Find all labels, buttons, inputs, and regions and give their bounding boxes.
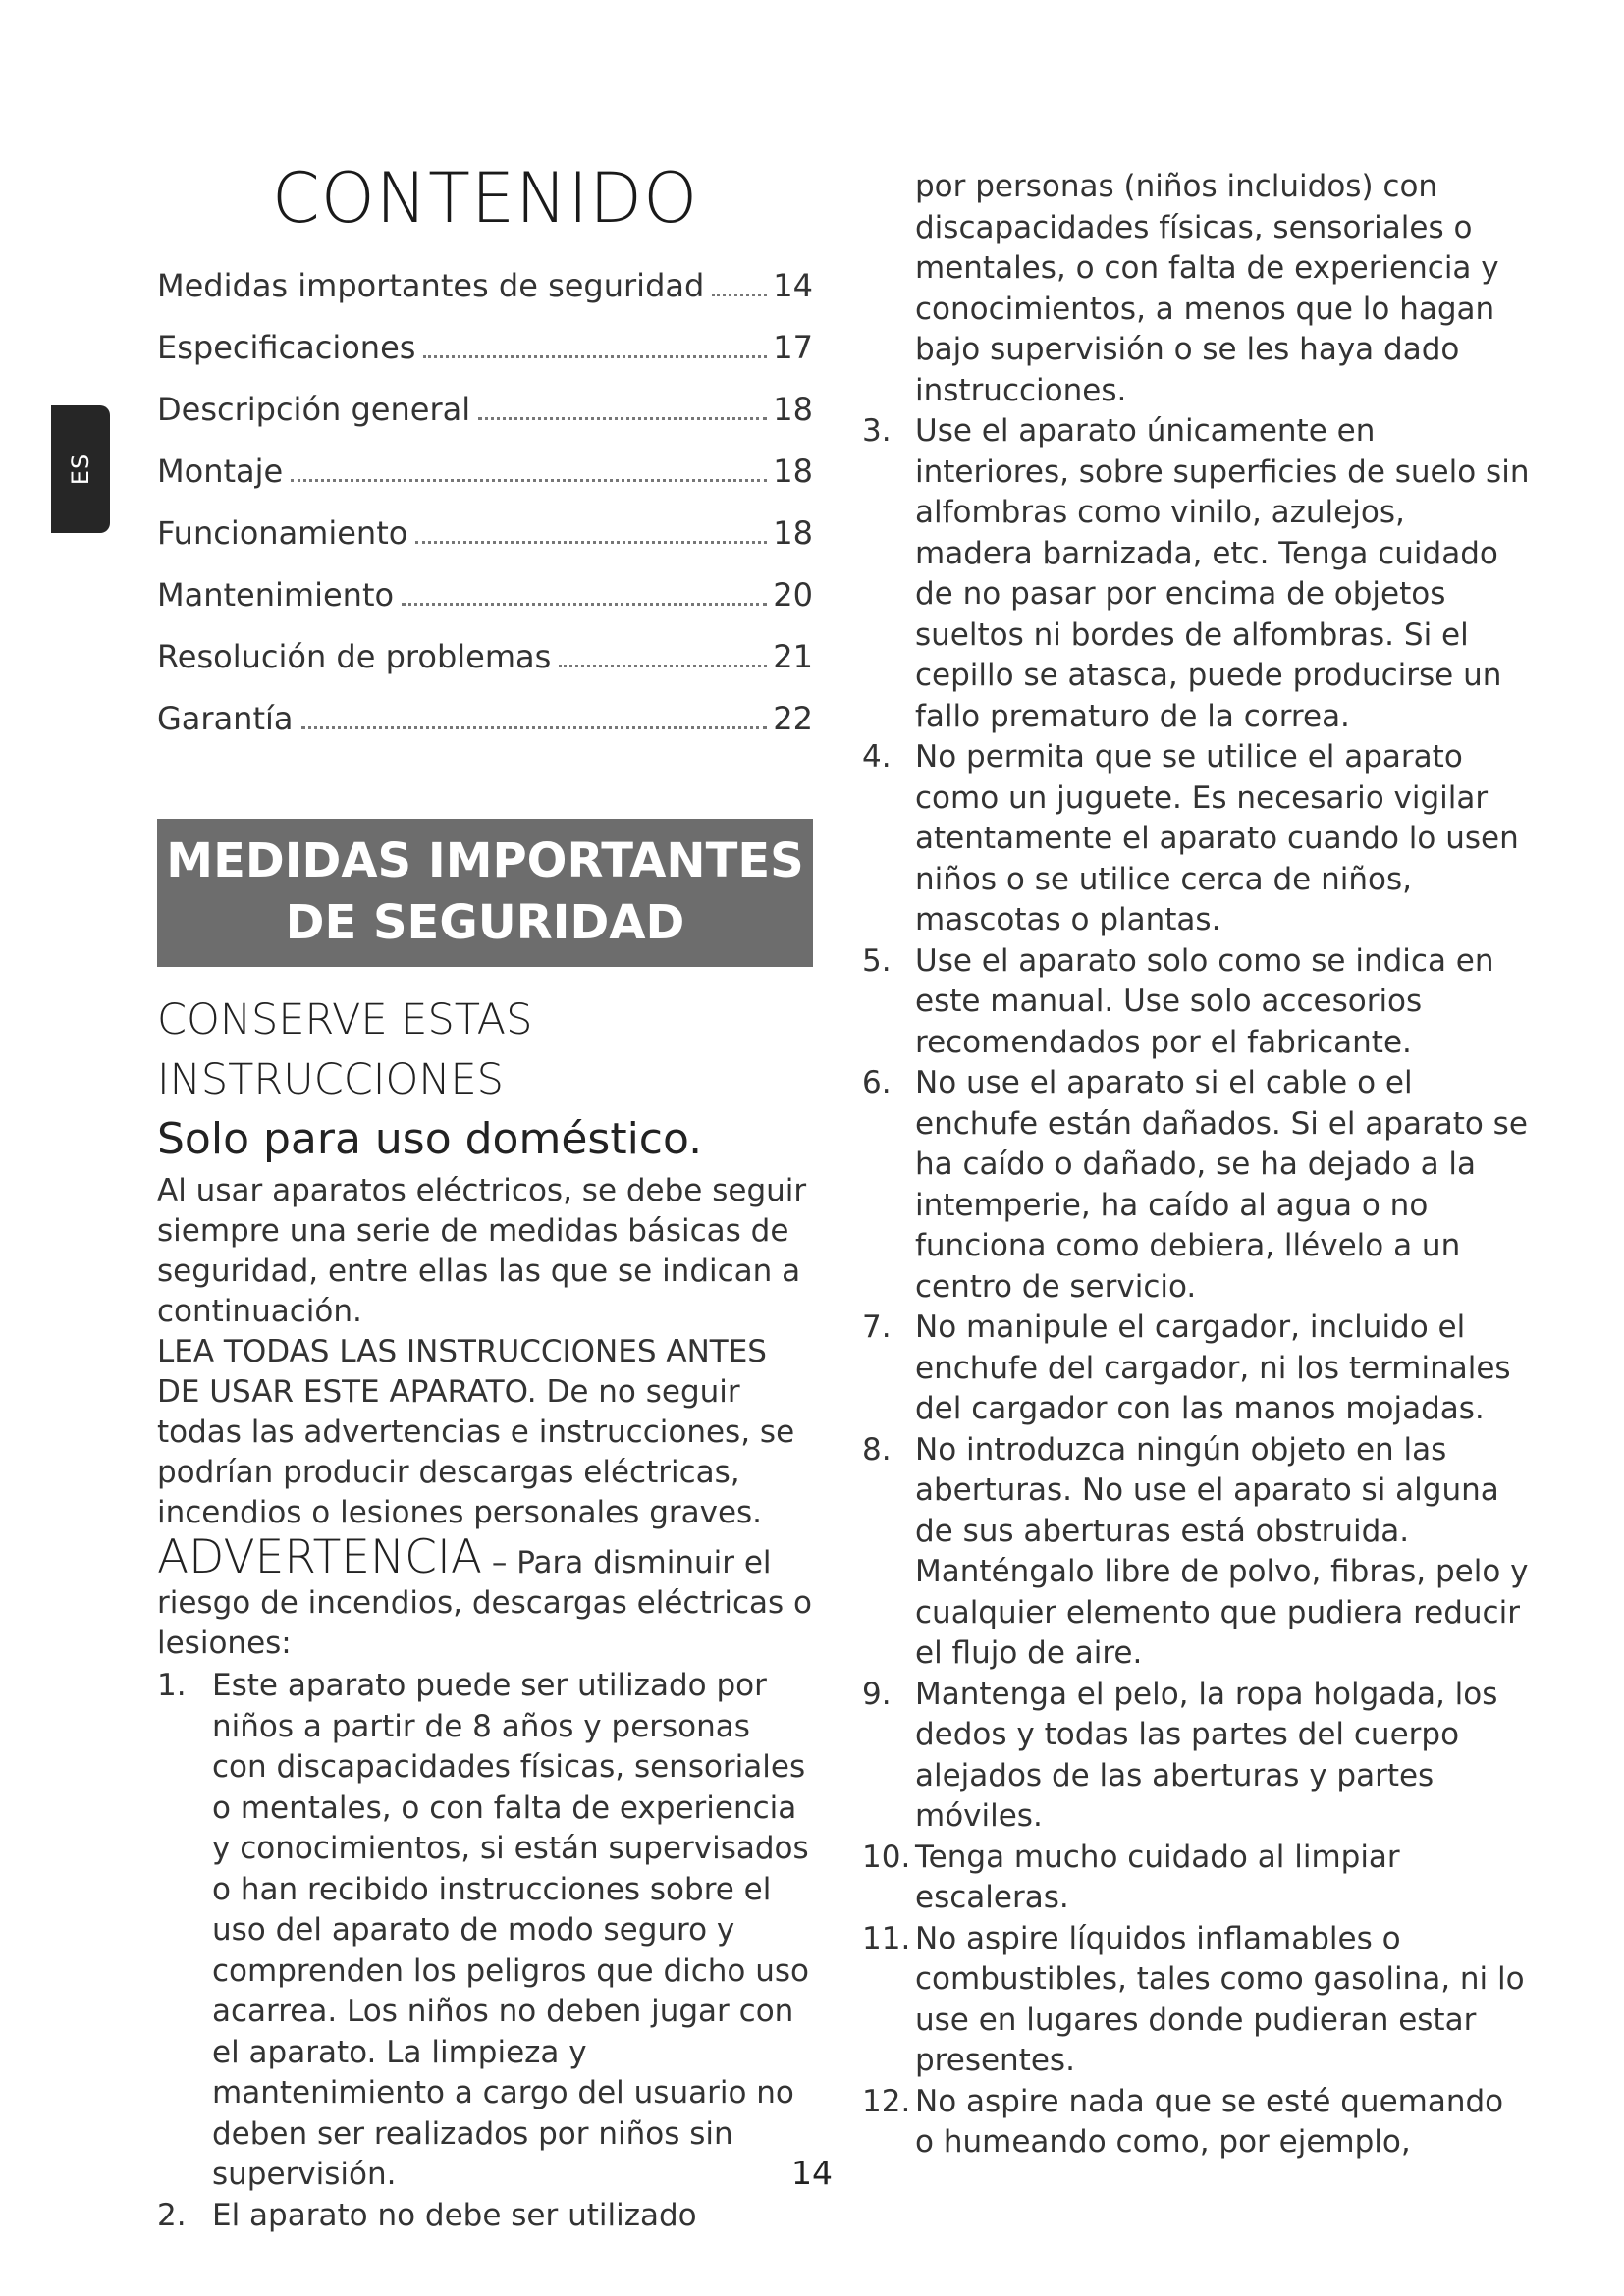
item-text: No aspire líquidos inflamables o combustibles, tales como gasolina, ni lo use en lugares donde pudieran estar presentes. bbox=[915, 1920, 1525, 2078]
toc-label: Montaje bbox=[157, 453, 284, 490]
safety-item-11 bbox=[862, 1919, 1530, 2082]
safety-item-4 bbox=[862, 737, 1530, 941]
item-number: 12. bbox=[862, 2083, 911, 2119]
item-text: El aparato no debe ser utilizado bbox=[212, 2197, 697, 2233]
safety-banner-line2: DE SEGURIDAD bbox=[285, 895, 685, 950]
item-text: No manipule el cargador, incluido el enchufe del cargador, ni los terminales del cargador con las manos mojadas. bbox=[915, 1309, 1511, 1426]
item-number: 1. bbox=[157, 1668, 187, 1703]
toc-leader-dots bbox=[291, 479, 767, 482]
item-number: 5. bbox=[862, 942, 892, 979]
right-column bbox=[862, 167, 1530, 2163]
toc-label: Medidas importantes de seguridad bbox=[157, 267, 705, 304]
item-text: No use el aparato si el cable o el enchufe están dañados. Si el aparato se ha caído o dañado, se ha dejado a la intemperie, ha caído al agua o no funciona como debiera, llévelo a un centro de servicio. bbox=[915, 1065, 1528, 1305]
toc-page: 14 bbox=[773, 267, 813, 304]
safety-banner bbox=[157, 819, 813, 967]
save-instructions-line2: INSTRUCCIONES bbox=[157, 1055, 504, 1104]
intro-paragraph: Al usar aparatos eléctricos, se debe seguir siempre una serie de medidas básicas de seguridad, entre ellas las que se indican a continuación. bbox=[157, 1173, 807, 1329]
save-instructions-line1: CONSERVE ESTAS bbox=[157, 995, 533, 1044]
toc-item-overview bbox=[157, 379, 813, 441]
toc-leader-dots bbox=[301, 726, 768, 729]
safety-item-7 bbox=[862, 1308, 1530, 1430]
toc-page: 17 bbox=[773, 329, 813, 366]
toc-leader-dots bbox=[478, 417, 767, 420]
safety-item-10 bbox=[862, 1838, 1530, 1919]
item-text: No permita que se utilice el aparato como un juguete. Es necesario vigilar atentamente el aparato cuando lo usen niños o se utilice cerca de niños, mascotas o plantas. bbox=[915, 739, 1519, 937]
safety-banner-line1: MEDIDAS IMPORTANTES bbox=[166, 833, 804, 888]
toc-page: 21 bbox=[773, 638, 813, 675]
safety-item-12 bbox=[862, 2082, 1530, 2163]
read-all-paragraph: LEA TODAS LAS INSTRUCCIONES ANTES DE USAR ESTE APARATO. De no seguir todas las advertencias e instrucciones, se podrían producir descargas eléctricas, incendios o lesiones personales graves. bbox=[157, 1334, 795, 1530]
language-tab bbox=[51, 405, 110, 533]
toc-leader-dots bbox=[423, 355, 767, 358]
toc-leader-dots bbox=[402, 603, 767, 606]
toc-item-safety bbox=[157, 255, 813, 317]
table-of-contents bbox=[157, 255, 813, 750]
toc-label: Especificaciones bbox=[157, 329, 416, 366]
toc-label: Funcionamiento bbox=[157, 514, 408, 552]
toc-page: 22 bbox=[773, 700, 813, 737]
toc-label: Resolución de problemas bbox=[157, 638, 552, 675]
toc-item-specifications bbox=[157, 317, 813, 379]
toc-page: 18 bbox=[773, 391, 813, 428]
warning-word: ADVERTENCIA bbox=[157, 1530, 482, 1584]
toc-item-operation bbox=[157, 503, 813, 564]
item-number: 6. bbox=[862, 1065, 892, 1100]
item-number: 7. bbox=[862, 1309, 892, 1345]
safety-item-2 bbox=[157, 2196, 813, 2237]
toc-item-assembly bbox=[157, 441, 813, 503]
toc-item-maintenance bbox=[157, 564, 813, 626]
safety-item-3 bbox=[862, 411, 1530, 737]
safety-item-5 bbox=[862, 941, 1530, 1064]
item-number: 4. bbox=[862, 739, 892, 774]
item-text: Use el aparato únicamente en interiores, sobre superficies de suelo sin alfombras como vinilo, azulejos, madera barnizada, etc. Tenga cuidado de no pasar por encima de objetos sueltos ni bordes de alfombras. Si el cepillo se atasca, puede producirse un fallo prematuro de la correa. bbox=[915, 413, 1530, 734]
household-use-heading: Solo para uso doméstico. bbox=[157, 1114, 703, 1164]
toc-page: 20 bbox=[773, 576, 813, 614]
contents-title: CONTENIDO bbox=[271, 158, 699, 239]
item-number: 10. bbox=[862, 1839, 911, 1875]
item-text: Tenga mucho cuidado al limpiar escaleras. bbox=[915, 1839, 1400, 1915]
item-text: Este aparato puede ser utilizado por niños a partir de 8 años y personas con discapacidades físicas, sensoriales o mentales, o con falta de experiencia y conocimientos, si están supervisados o han recibido instrucciones sobre el uso del aparato de modo seguro y comprenden los peligros que dicho uso acarrea. Los niños no deben jugar con el aparato. La limpieza y mantenimiento a cargo del usuario no deben ser realizados por niños sin supervisión. bbox=[212, 1668, 810, 2192]
toc-item-troubleshooting bbox=[157, 626, 813, 688]
language-tab-label: ES bbox=[67, 453, 94, 486]
item-number: 9. bbox=[862, 1676, 892, 1712]
item-text: Use el aparato solo como se indica en este manual. Use solo accesorios recomendados por el fabricante. bbox=[915, 942, 1494, 1060]
safety-item-9 bbox=[862, 1675, 1530, 1838]
safety-item-1 bbox=[157, 1666, 813, 2196]
toc-leader-dots bbox=[712, 294, 767, 296]
warning-text: – Para disminuir el riesgo de incendios, descargas eléctricas o lesiones: bbox=[157, 1545, 812, 1661]
item-number: 3. bbox=[862, 413, 892, 449]
toc-label: Descripción general bbox=[157, 391, 471, 428]
item-text: Mantenga el pelo, la ropa holgada, los dedos y todas las partes del cuerpo alejados de las aberturas y partes móviles. bbox=[915, 1676, 1498, 1834]
safety-item-6 bbox=[862, 1063, 1530, 1308]
safety-item-8 bbox=[862, 1430, 1530, 1675]
toc-leader-dots bbox=[559, 665, 767, 667]
item-number: 11. bbox=[862, 1920, 911, 1956]
toc-leader-dots bbox=[415, 541, 767, 544]
toc-page: 18 bbox=[773, 453, 813, 490]
item-text: No aspire nada que se esté quemando o humeando como, por ejemplo, bbox=[915, 2083, 1504, 2160]
toc-label: Mantenimiento bbox=[157, 576, 395, 614]
toc-page: 18 bbox=[773, 514, 813, 552]
left-column bbox=[157, 155, 813, 2236]
toc-label: Garantía bbox=[157, 700, 294, 737]
safety-item-2-continuation: por personas (niños incluidos) con discapacidades físicas, sensoriales o mentales, o con falta de experiencia y conocimientos, a menos que lo hagan bajo supervisión o se les haya dado instrucciones. bbox=[915, 169, 1499, 408]
item-number: 2. bbox=[157, 2197, 187, 2233]
save-instructions-heading bbox=[157, 990, 813, 1110]
warning-paragraph bbox=[157, 1530, 813, 1664]
page-number: 14 bbox=[791, 2154, 833, 2192]
toc-item-warranty bbox=[157, 688, 813, 750]
item-text: No introduzca ningún objeto en las aberturas. No use el aparato si alguna de sus aberturas está obstruida. Manténgalo libre de polvo, fibras, pelo y cualquier elemento que pudiera reducir el flujo de aire. bbox=[915, 1431, 1529, 1671]
item-number: 8. bbox=[862, 1431, 892, 1468]
